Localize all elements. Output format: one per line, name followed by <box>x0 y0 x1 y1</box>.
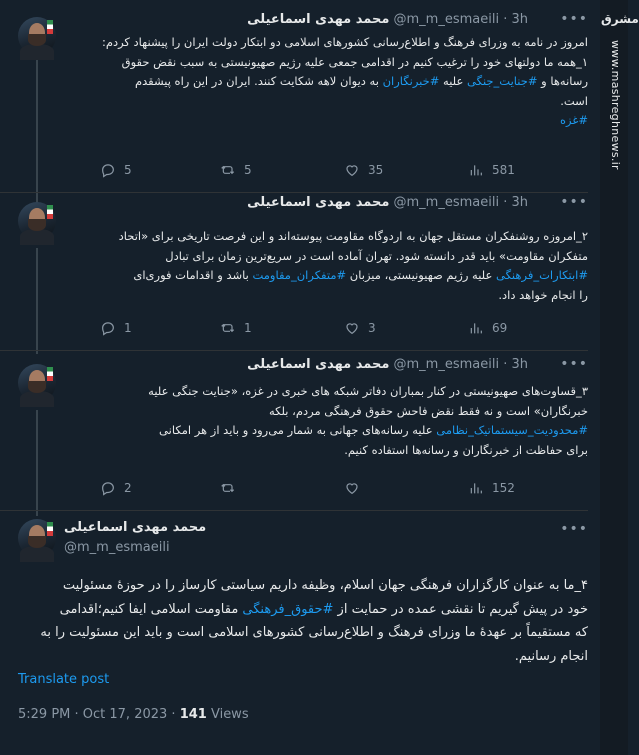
divider <box>0 510 588 511</box>
tweet-text-line: انجام رسانیم. <box>514 648 588 664</box>
retweet-icon <box>220 480 236 496</box>
author-name[interactable]: محمد مهدی اسماعیلی <box>247 195 390 210</box>
reply-count: 2 <box>124 481 132 495</box>
hashtag-link[interactable]: #ابتکارات_فرهنگی <box>496 268 588 282</box>
hashtag-link[interactable]: #متفکران_مقاومت <box>252 268 347 282</box>
tweet-text <box>64 33 588 131</box>
more-icon[interactable]: ••• <box>560 521 588 537</box>
tweet-text-line <box>64 111 588 131</box>
author-name[interactable]: محمد مهدی اسماعیلی <box>247 357 390 372</box>
tweet-text-line: خبرنگاران» است و نه فقط نقض فاحش حقوق فرهنگی مردم، بلکه <box>268 403 588 418</box>
tweet-header <box>247 355 528 375</box>
tweet-text-line: #ابتکارات_فرهنگی علیه رژیم صهیونیستی، میزبان #متفکران_مقاومت باشد و اقدامات فوری‌ای <box>133 268 588 282</box>
tweet-text-line: متفکران مقاومت» باید قدر دانسته شود. تهران آماده است در سریع‌ترین زمان برای تبادل <box>165 248 588 263</box>
tweet-text-line: را انجام خواهد داد. <box>498 287 588 302</box>
hashtag-link[interactable]: #محدودیت_سیستماتیک_نظامی <box>436 423 588 437</box>
hashtag-link[interactable]: #حقوق_فرهنگی <box>242 601 334 617</box>
avatar[interactable] <box>18 202 56 240</box>
author-handle[interactable]: @m_m_esmaeili <box>389 12 500 27</box>
tweet-text <box>64 227 588 305</box>
tweet-text-line: که مستقیماً بر عهدهٔ ما وزرای فرهنگ و اطلاع‌رسانی کشورهای اسلامی است و باید این مسئولیت را به <box>40 625 588 640</box>
author-handle[interactable]: @m_m_esmaeili <box>64 540 170 555</box>
views-label: Views <box>210 707 249 722</box>
reply-icon <box>100 320 116 336</box>
tweet-text-line: ۲_امروزه روشنفکران مستقل جهان به اردوگاه مقاومت پیوسته‌اند و این فرصت تاریخی برای «اتحاد <box>118 229 588 243</box>
avatar[interactable] <box>18 364 56 402</box>
like-icon <box>344 162 360 178</box>
more-icon[interactable]: ••• <box>560 11 588 27</box>
like-icon <box>344 320 360 336</box>
tweet-text-line: #محدودیت_سیستماتیک_نظامی علیه رسانه‌های جهانی به شمار می‌رود و باید از هر امکانی <box>159 423 588 437</box>
reply-icon <box>100 480 116 496</box>
retweet-count: 1 <box>244 321 252 335</box>
views-icon <box>468 320 484 336</box>
tweet-text <box>64 382 588 460</box>
tweet-text <box>18 574 588 668</box>
reply-icon <box>100 162 116 178</box>
more-icon[interactable]: ••• <box>560 194 588 210</box>
divider <box>0 350 588 351</box>
tweet-text-line: خود در پیش گیریم تا نقشی عمده در حمایت از #حقوق_فرهنگی مقاومت اسلامی ایفا کنیم؛اقدامی <box>59 601 588 617</box>
tweet-text-line: امروز در نامه به وزرای فرهنگ و اطلاع‌رسانی کشورهای اسلامی دو ابتکار دولت ایران را پیشنهاد کردم: <box>101 35 588 49</box>
views-icon <box>468 162 484 178</box>
tweet-meta: 5:29 PM · Oct 17, 2023 · 141 Views <box>18 707 249 722</box>
tweet-header <box>247 10 528 30</box>
author-handle[interactable]: @m_m_esmaeili <box>389 195 500 210</box>
hashtag-link[interactable]: #خبرنگاران <box>382 74 440 88</box>
hashtag-link[interactable]: #غزه <box>559 113 588 127</box>
like-count: 35 <box>368 163 384 177</box>
tweet-text-line: ۱_همه ما دولتهای خود را ترغیب کنیم در اقدامی جمعی علیه رژیم صهیونیستی به سبب نقض حقوق <box>121 54 588 69</box>
author-name[interactable]: محمد مهدی اسماعیلی <box>64 520 207 535</box>
views-count: 581 <box>492 163 515 177</box>
tweet-time[interactable]: · 3h <box>499 12 528 27</box>
tweet-text-line: رسانه‌ها و #جنایت_جنگی علیه #خبرنگاران به دیوان لاهه شکایت کنند. ایران در این راه پیشقدم <box>134 74 588 88</box>
retweet-icon <box>220 162 236 178</box>
tweet-time[interactable]: · 3h <box>499 357 528 372</box>
views-icon <box>468 480 484 496</box>
more-icon[interactable]: ••• <box>560 356 588 372</box>
views-count: 69 <box>492 321 508 335</box>
retweet-icon <box>220 320 236 336</box>
translate-link[interactable]: Translate post <box>18 672 110 687</box>
reply-count: 1 <box>124 321 132 335</box>
avatar[interactable] <box>18 17 56 55</box>
tweet-text-line: است. <box>560 93 588 108</box>
watermark-site: www.mashreghnews.ir <box>609 40 622 170</box>
author-name[interactable]: محمد مهدی اسماعیلی <box>247 12 390 27</box>
tweet-time[interactable]: · 3h <box>499 195 528 210</box>
avatar[interactable] <box>18 519 56 557</box>
like-icon <box>344 480 360 496</box>
thread-connector <box>36 60 38 203</box>
tweet-timestamp[interactable]: 5:29 PM · Oct 17, 2023 <box>18 707 168 722</box>
hashtag-link[interactable]: #جنایت_جنگی <box>467 74 538 88</box>
thread-connector <box>36 410 38 516</box>
thread-connector <box>36 248 38 354</box>
watermark-logo: مشرق <box>601 12 639 26</box>
reply-count: 5 <box>124 163 132 177</box>
views-count: 152 <box>492 481 515 495</box>
tweet-text-line: ۳_قساوت‌های صهیونیستی در کنار بمباران دفاتر شبکه های خبری در غزه، «جنایت جنگی علیه <box>148 384 588 398</box>
views-count: 141 <box>179 707 207 722</box>
tweet-header <box>247 193 528 213</box>
retweet-count: 5 <box>244 163 252 177</box>
tweet-text-line: ۴_ما به عنوان کارگزاران فرهنگی جهان اسلام، وظیفه داریم سیاستی کارساز را در حوزهٔ مسئولیت <box>62 578 588 593</box>
like-count: 3 <box>368 321 376 335</box>
author-handle[interactable]: @m_m_esmaeili <box>389 357 500 372</box>
tweet-text-line: برای حفاظت از خبرنگاران و رسانه‌ها استفاده کنیم. <box>344 442 588 457</box>
